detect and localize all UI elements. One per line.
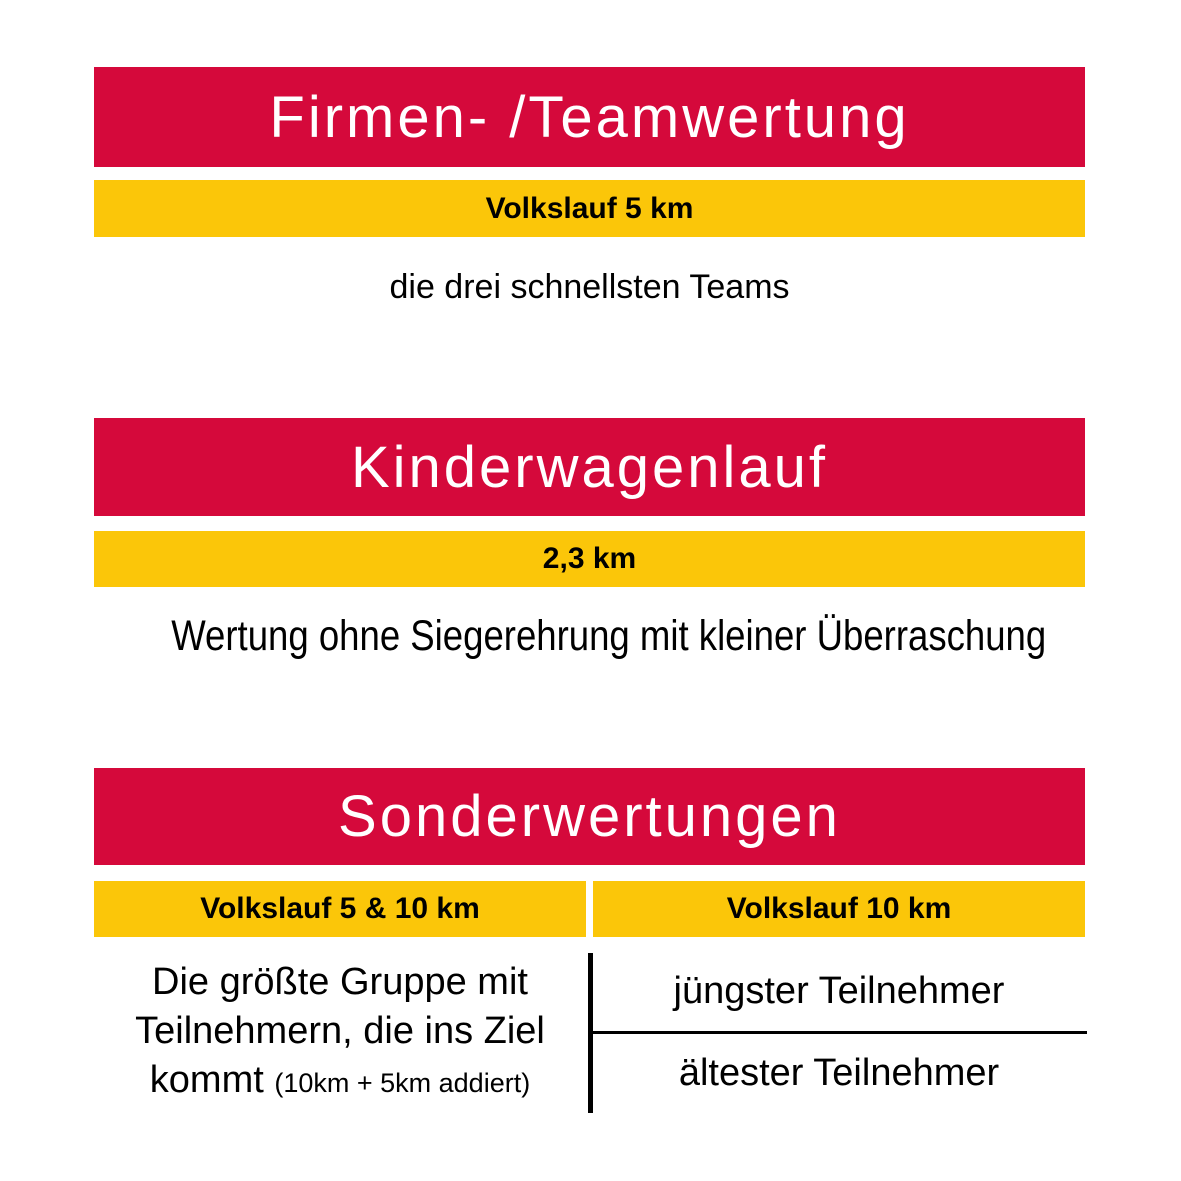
description-line: Teilnehmern, die ins Ziel — [135, 1010, 545, 1052]
distance-label: Volkslauf 5 & 10 km — [200, 892, 480, 925]
right-column-row-oldest — [593, 1052, 1085, 1095]
horizontal-divider — [591, 1031, 1087, 1034]
description-text: die drei schnellsten Teams — [389, 268, 790, 306]
description-text: ältester Teilnehmer — [678, 1052, 1000, 1094]
distance-banner-volkslauf-5km — [94, 180, 1085, 237]
description-main: kommt — [149, 1059, 264, 1101]
section-title-banner-teamwertung — [94, 67, 1085, 167]
section-description — [94, 612, 1085, 661]
distance-banner-volkslauf-5-und-10km — [94, 881, 586, 937]
distance-banner-volkslauf-10km — [593, 881, 1085, 937]
section-title-banner-kinderwagenlauf — [94, 418, 1085, 516]
description-text: Wertung ohne Siegerehrung mit kleiner Überraschung — [171, 612, 1047, 660]
distance-label: Volkslauf 10 km — [726, 892, 952, 925]
description-line: Die größte Gruppe mit — [152, 961, 528, 1003]
section-title-banner-sonderwertungen — [94, 768, 1085, 865]
description-note: (10km + 5km addiert) — [274, 1068, 531, 1098]
section-title: Sonderwertungen — [338, 784, 841, 849]
description-line — [94, 1056, 586, 1108]
left-column-description — [94, 958, 586, 1108]
section-description — [94, 268, 1085, 307]
distance-label: Volkslauf 5 km — [485, 191, 694, 225]
right-column-row-youngest — [593, 970, 1085, 1013]
section-title: Firmen- /Teamwertung — [269, 84, 910, 150]
distance-banner-2-3km — [94, 531, 1085, 587]
description-text: jüngster Teilnehmer — [673, 970, 1005, 1012]
section-title: Kinderwagenlauf — [350, 434, 829, 500]
distance-label: 2,3 km — [542, 542, 637, 575]
